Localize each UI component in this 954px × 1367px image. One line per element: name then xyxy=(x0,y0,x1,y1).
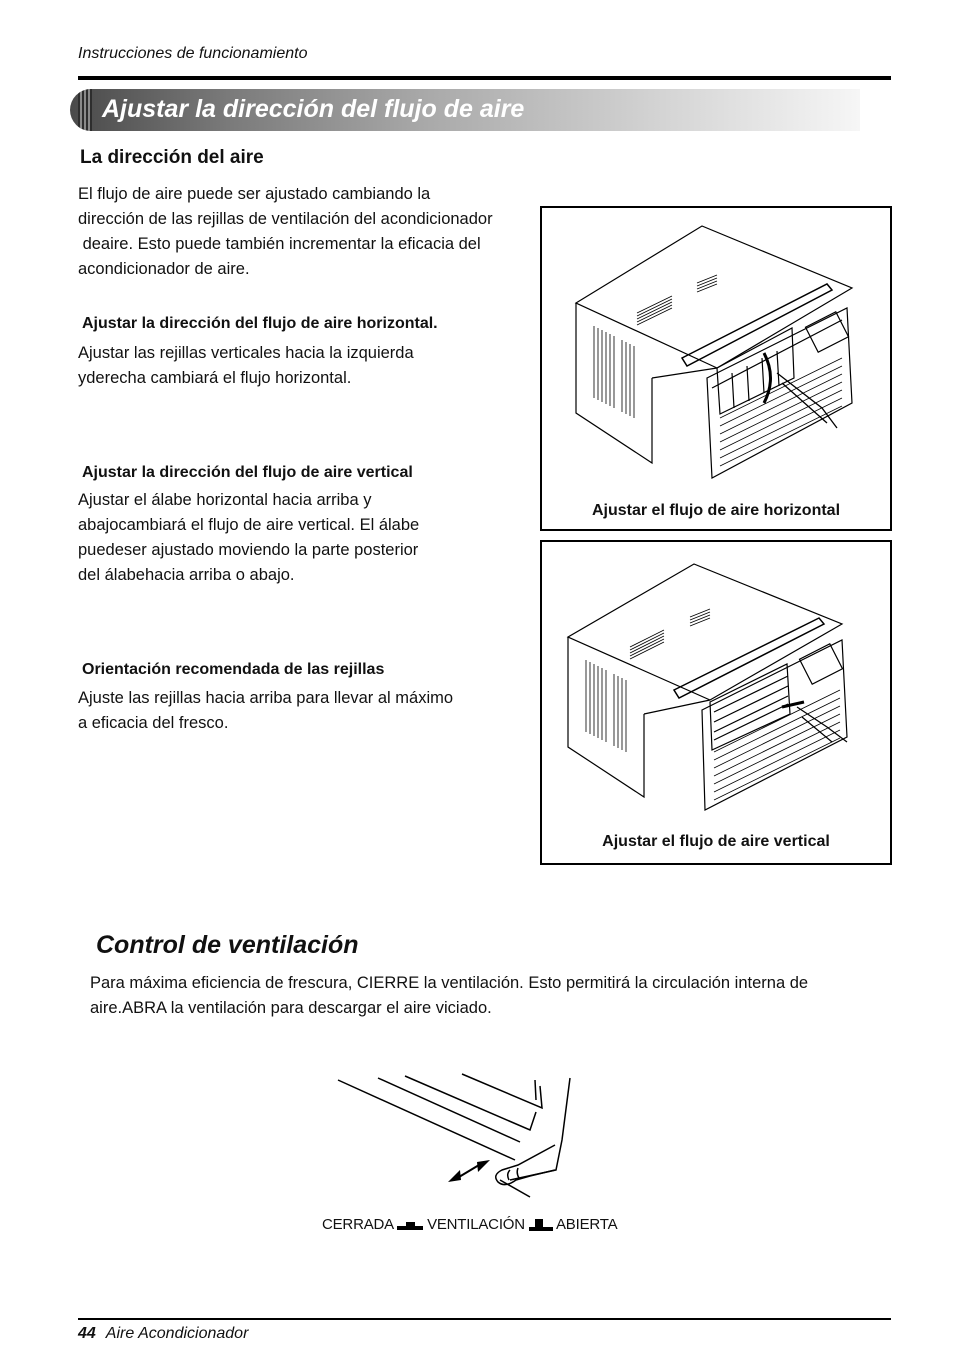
vent-body-line: Para máxima eficiencia de frescura, CIERRE la ventilación. Esto permitirá la circulación interna de xyxy=(90,974,809,992)
intro-line: deaire. Esto puede también incrementar la eficacia del xyxy=(78,235,481,253)
airflow-heading: La dirección del aire xyxy=(80,147,264,168)
footer-rule xyxy=(78,1318,891,1320)
vertical-body xyxy=(78,488,538,588)
banner-title: Ajustar la dirección del flujo de aire xyxy=(102,95,525,123)
section-banner xyxy=(70,89,860,131)
header-rule xyxy=(78,76,891,80)
body-line: puedeser ajustado moviendo la parte posterior xyxy=(78,541,419,559)
figure-horizontal-caption: Ajustar el flujo de aire horizontal xyxy=(591,502,841,519)
recommended-heading: Orientación recomendada de las rejillas xyxy=(82,661,385,678)
figure-vertical-caption: Ajustar el flujo de aire vertical xyxy=(602,833,830,850)
page-footer xyxy=(78,1325,248,1343)
body-line: abajocambiará el flujo de aire vertical. El álabe xyxy=(78,516,420,534)
figure-horizontal xyxy=(540,206,892,531)
figure-vertical xyxy=(540,540,892,865)
intro-line: El flujo de aire puede ser ajustado cambiando la xyxy=(78,185,431,203)
intro-line: acondicionador de aire. xyxy=(78,260,250,278)
vent-lever-illustration xyxy=(330,1070,580,1205)
airflow-intro xyxy=(78,182,548,282)
vent-open-label: ABIERTA xyxy=(556,1216,618,1233)
body-line: Ajuste las rejillas hacia arriba para llevar al máximo xyxy=(78,689,454,707)
horizontal-body xyxy=(78,341,538,391)
air-conditioner-illustration-horizontal xyxy=(542,208,890,496)
body-line: Ajustar las rejillas verticales hacia la izquierda xyxy=(78,344,414,362)
vent-title: Control de ventilación xyxy=(96,931,359,959)
running-header: Instrucciones de funcionamiento xyxy=(78,45,308,62)
vent-label: VENTILACIÓN xyxy=(427,1216,525,1233)
page-number: 44 xyxy=(78,1325,96,1342)
horizontal-heading: Ajustar la dirección del flujo de aire horizontal. xyxy=(82,315,438,332)
vent-body-line: aire.ABRA la ventilación para descargar el aire viciado. xyxy=(90,999,492,1017)
banner-stripes xyxy=(78,89,92,131)
body-line: a eficacia del fresco. xyxy=(78,714,229,732)
body-line: del álabehacia arriba o abajo. xyxy=(78,566,295,584)
vent-closed-label: CERRADA xyxy=(322,1216,394,1233)
body-line: Ajustar el álabe horizontal hacia arriba y xyxy=(78,491,372,509)
recommended-body xyxy=(78,686,538,736)
body-line: yderecha cambiará el flujo horizontal. xyxy=(78,369,352,387)
air-conditioner-illustration-vertical xyxy=(542,542,890,830)
vent-legend xyxy=(322,1216,617,1233)
vent-open-icon xyxy=(529,1218,553,1232)
vent-closed-icon xyxy=(397,1219,423,1231)
vertical-heading: Ajustar la dirección del flujo de aire vertical xyxy=(82,464,413,481)
vent-body xyxy=(90,971,890,1021)
intro-line: dirección de las rejillas de ventilación del acondicionador xyxy=(78,210,493,228)
footer-title: Aire Acondicionador xyxy=(105,1325,249,1342)
